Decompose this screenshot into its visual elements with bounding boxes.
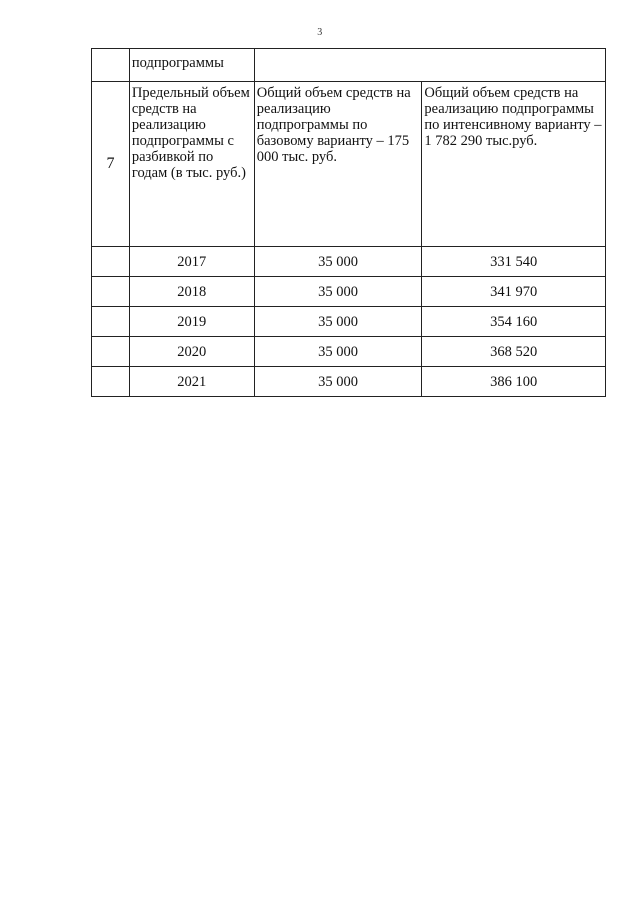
year-row-number-cell xyxy=(92,277,130,307)
year-cell: 2018 xyxy=(129,277,254,307)
intensive-amount-cell: 354 160 xyxy=(422,307,606,337)
table-row-year xyxy=(92,307,606,337)
intensive-variant-cell: Общий объем средств на реализацию подпрограммы по интенсивному варианту – 1 782 290 тыс.руб. xyxy=(422,82,606,247)
continued-label-cell: подпрограммы xyxy=(129,49,254,82)
intensive-amount-cell: 386 100 xyxy=(422,367,606,397)
base-amount-cell: 35 000 xyxy=(254,277,422,307)
funding-table xyxy=(91,48,606,397)
table-row-year xyxy=(92,337,606,367)
year-row-number-cell xyxy=(92,247,130,277)
table-row-year xyxy=(92,247,606,277)
year-cell: 2017 xyxy=(129,247,254,277)
intensive-amount-cell: 368 520 xyxy=(422,337,606,367)
item-label-cell: Предельный объем средств на реализацию подпрограммы с разбивкой по годам (в тыс. руб.) xyxy=(129,82,254,247)
year-cell: 2020 xyxy=(129,337,254,367)
year-row-number-cell xyxy=(92,367,130,397)
year-cell: 2021 xyxy=(129,367,254,397)
table-row-year xyxy=(92,367,606,397)
continued-value-cell xyxy=(254,49,605,82)
base-amount-cell: 35 000 xyxy=(254,337,422,367)
item-number-cell: 7 xyxy=(92,82,130,247)
continued-number-cell xyxy=(92,49,130,82)
intensive-amount-cell: 341 970 xyxy=(422,277,606,307)
table-row-item-7 xyxy=(92,82,606,247)
base-amount-cell: 35 000 xyxy=(254,367,422,397)
base-amount-cell: 35 000 xyxy=(254,307,422,337)
year-cell: 2019 xyxy=(129,307,254,337)
table-row-year xyxy=(92,277,606,307)
base-amount-cell: 35 000 xyxy=(254,247,422,277)
base-variant-cell: Общий объем средств на реализацию подпрограммы по базовому варианту – 175 000 тыс. руб. xyxy=(254,82,422,247)
intensive-amount-cell: 331 540 xyxy=(422,247,606,277)
year-row-number-cell xyxy=(92,307,130,337)
table-row-continued xyxy=(92,49,606,82)
year-row-number-cell xyxy=(92,337,130,367)
page-number: 3 xyxy=(317,27,323,38)
